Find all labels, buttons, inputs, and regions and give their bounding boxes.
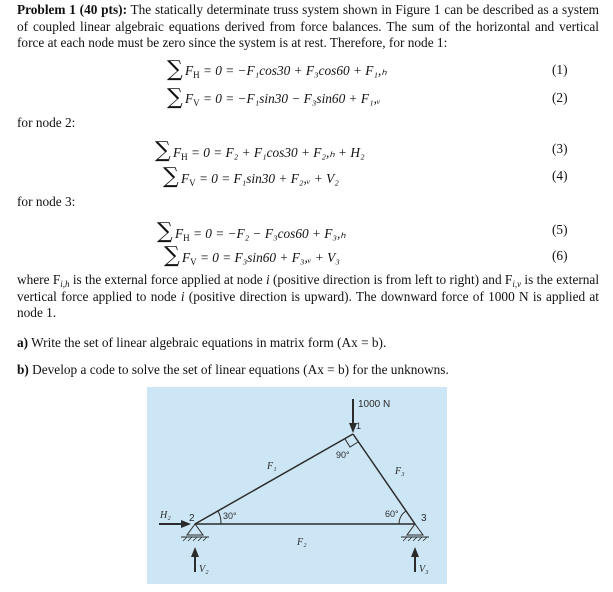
truss-figure	[147, 387, 447, 584]
equation-1: $F_H = 0 = -F_1\cos 30 + F_3\cos 60 + F_1,_h$	[185, 63, 387, 80]
equation-6: $F_V = 0 = F_3\sin 60$ + F₃,ᵥ + V₃	[182, 250, 340, 267]
sum-symbol: ∑	[163, 164, 179, 189]
intro-text: The statically determinate truss system shown in Figure 1 can be described as a system of coupled linear algebraic equations derived from force balances. The sum of the horizontal and vertical force at each node must be zero since the system is at rest. Therefore, for node 1:	[17, 2, 599, 50]
node2-number: 2	[189, 513, 195, 524]
sum-symbol: ∑	[157, 219, 173, 244]
v3-label: V₃	[419, 564, 429, 575]
f3-label: F₃	[395, 466, 405, 477]
equation-number-3: (3)	[552, 141, 568, 156]
load-label: 1000 N	[358, 399, 391, 410]
angle-top-label: 90°	[336, 450, 350, 460]
sum-symbol: ∑	[155, 138, 171, 163]
node3-label: for node 3:	[17, 194, 76, 209]
f1-label: F₁	[267, 461, 277, 472]
angle-left-label: 30°	[223, 511, 237, 521]
node1-label: 1	[356, 421, 362, 431]
sum-symbol: ∑	[167, 85, 183, 110]
part-a: a) Write the set of linear algebraic equations in matrix form (Ax = b).	[17, 335, 387, 350]
equation-number-6: (6)	[552, 248, 568, 263]
equation-4: $F_V = 0 = F_1\sin 30$ + F₂,ᵥ + V₂	[181, 171, 339, 188]
h2-label: H₂	[160, 510, 171, 521]
equation-number-5: (5)	[552, 222, 568, 237]
node3-number: 3	[421, 513, 427, 524]
sum-symbol: ∑	[167, 57, 183, 82]
node2-label: for node 2:	[17, 115, 76, 130]
where-paragraph: where $F_{i,h}$ is the external force applied at node i (positive direction is from left to right) and $F_{i,v}$ is the external vertical force applied to node i (positive direction is upward). The downward force of 1000 N is applied at node 1.	[17, 272, 600, 320]
equation-2: $F_V = 0 = -F_1\sin 30 - F_3\sin 60$ + F₁,ᵥ	[185, 91, 381, 108]
equation-number-1: (1)	[552, 62, 568, 77]
problem-heading: Problem 1 (40 pts):	[17, 2, 128, 17]
part-b: b) Develop a code to solve the set of linear equations (Ax = b) for the unknowns.	[17, 362, 449, 377]
sum-symbol: ∑	[164, 243, 180, 268]
figure-background	[147, 387, 447, 584]
v2-label: V₂	[199, 564, 209, 575]
angle-right-label: 60°	[385, 509, 399, 519]
equation-5: $F_H = 0 = -F_2 - F_3\cos 60 + F_3,_h$	[175, 226, 346, 243]
intro-paragraph	[17, 2, 599, 52]
equation-number-4: (4)	[552, 168, 568, 183]
f2-label: F₂	[297, 537, 307, 548]
equation-number-2: (2)	[552, 90, 568, 105]
equation-3: $F_H = 0 = F_2 + F_1\cos 30 + F_2,_h + H_2$	[173, 145, 365, 162]
